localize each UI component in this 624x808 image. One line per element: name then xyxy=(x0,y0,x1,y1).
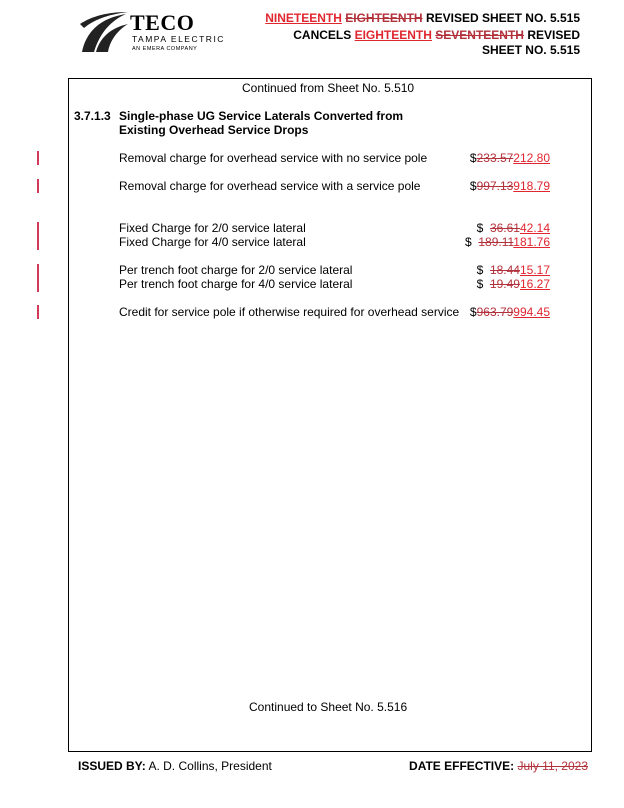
charge-amount: $ 19.4916.27 xyxy=(476,277,550,291)
date-effective xyxy=(409,759,588,773)
change-bar xyxy=(37,222,39,236)
charge-amount: $963.79994.45 xyxy=(469,305,550,319)
continued-from-note: Continued from Sheet No. 5.510 xyxy=(242,81,415,95)
change-bar xyxy=(37,236,39,250)
logo-tagline: AN EMERA COMPANY xyxy=(132,46,198,52)
charge-amount: $ 189.11181.76 xyxy=(465,235,550,249)
change-bar xyxy=(37,179,39,193)
teco-swoosh-icon xyxy=(78,10,130,54)
header-inserted-text: NINETEENTH xyxy=(265,11,342,25)
continued-to-note: Continued to Sheet No. 5.516 xyxy=(249,700,408,714)
logo-subtitle: TAMPA ELECTRIC xyxy=(132,34,225,44)
date-effective-value: July 11, 2023 xyxy=(517,759,588,773)
section-title-line2: Existing Overhead Service Drops xyxy=(119,123,309,137)
section-number: 3.7.1.3 xyxy=(74,109,111,123)
sheet-header-line3: SHEET NO. 5.515 xyxy=(481,43,580,57)
date-effective-label: DATE EFFECTIVE: xyxy=(409,759,515,773)
charge-label: Per trench foot charge for 2/0 service lateral xyxy=(119,263,353,277)
issued-by xyxy=(78,759,272,773)
charge-label: Credit for service pole if otherwise required for overhead service xyxy=(119,305,460,319)
header-inserted-text: EIGHTEENTH xyxy=(354,28,432,42)
charge-label: Removal charge for overhead service with no service pole xyxy=(119,151,428,165)
header-deleted-text: SEVENTEENTH xyxy=(435,28,524,42)
issued-by-value: A. D. Collins, President xyxy=(148,759,272,773)
charge-label: Per trench foot charge for 4/0 service lateral xyxy=(119,277,353,291)
company-logo xyxy=(78,8,248,56)
sheet-header-line1 xyxy=(265,11,580,25)
charge-label: Fixed Charge for 2/0 service lateral xyxy=(119,221,306,235)
issued-by-label: ISSUED BY: xyxy=(78,759,146,773)
charge-amount: $997.13918.79 xyxy=(469,179,550,193)
change-bar xyxy=(37,305,39,319)
header-revised-text: REVISED xyxy=(527,28,580,42)
section-title-line1: Single-phase UG Service Laterals Converted from xyxy=(119,109,404,123)
header-cancels-text: CANCELS xyxy=(293,28,352,42)
charge-amount: $ 18.4415.17 xyxy=(476,263,550,277)
change-bar xyxy=(37,151,39,165)
change-bar xyxy=(37,264,39,278)
change-bar xyxy=(37,278,39,292)
charge-label: Fixed Charge for 4/0 service lateral xyxy=(119,235,306,249)
sheet-header-line2 xyxy=(293,28,580,42)
header-deleted-text: EIGHTEENTH xyxy=(345,11,423,25)
charge-amount: $233.57212.80 xyxy=(469,151,550,165)
charge-amount: $ 36.6142.14 xyxy=(476,221,550,235)
charge-label: Removal charge for overhead service with a service pole xyxy=(119,179,421,193)
header-sheet-text: REVISED SHEET NO. 5.515 xyxy=(425,11,580,25)
logo-wordmark: TECO xyxy=(130,10,195,35)
